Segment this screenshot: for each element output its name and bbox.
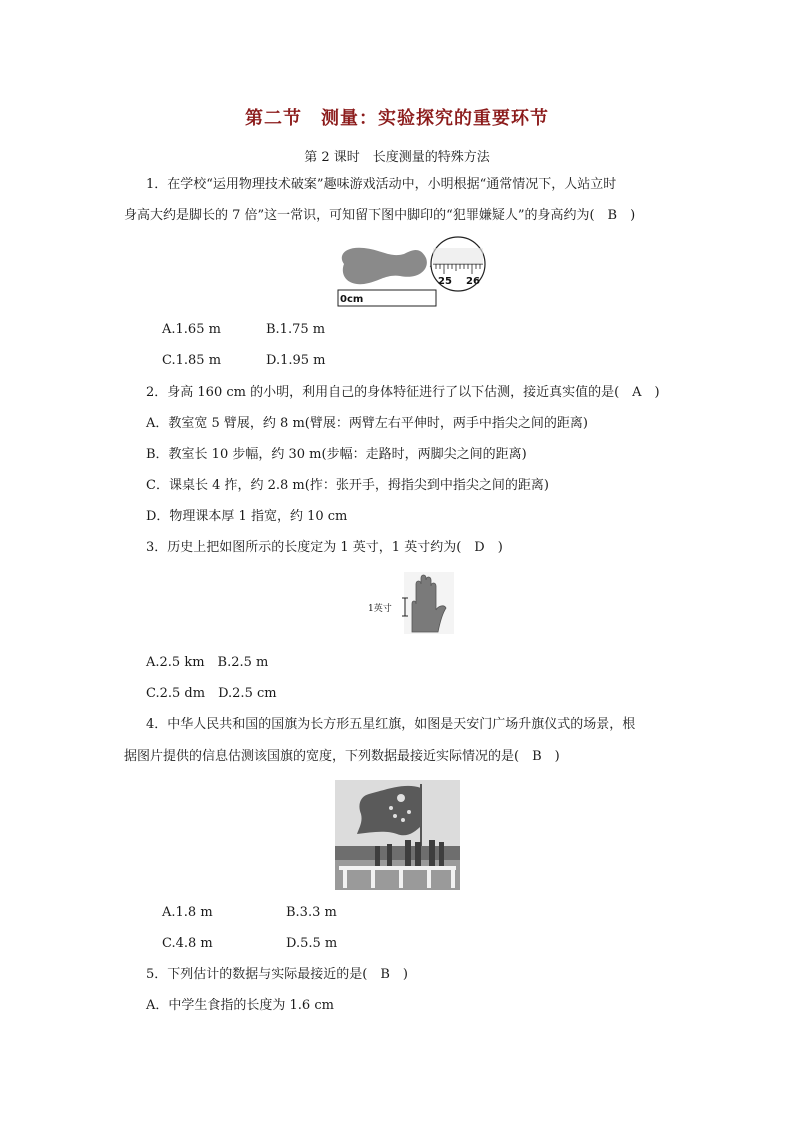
q2-option-a: A．教室宽 5 臂展，约 8 m(臂展：两臂左右平伸时，两手中指尖之间的距离) xyxy=(146,416,588,431)
inch-hand-figure xyxy=(368,570,458,636)
zoom-label-25: 25 xyxy=(438,276,452,287)
q3-stem: 3．历史上把如图所示的长度定为 1 英寸，1 英寸约为( D ) xyxy=(146,540,503,555)
q2-option-c: C．课桌长 4 拃，约 2.8 m(拃：张开手，拇指尖到中指尖之间的距离) xyxy=(146,478,549,493)
q5-option-a: A．中学生食指的长度为 1.6 cm xyxy=(146,998,334,1013)
flag-raising-photo xyxy=(335,780,460,890)
q2-stem: 2．身高 160 cm 的小明，利用自己的身体特征进行了以下估测，接近真实值的是( A ) xyxy=(146,385,660,400)
lesson-subtitle: 第 2 课时 长度测量的特殊方法 xyxy=(304,150,490,165)
q4-stem-line-1: 4．中华人民共和国的国旗为长方形五星红旗，如图是天安门广场升旗仪式的场景，根 xyxy=(146,717,636,732)
q2-option-d: D．物理课本厚 1 指宽，约 10 cm xyxy=(146,509,348,524)
q2-option-b: B．教室长 10 步幅，约 30 m(步幅：走路时，两脚尖之间的距离) xyxy=(146,447,527,462)
q4-option-d: D.5.5 m xyxy=(286,936,338,951)
zoom-foot-edge xyxy=(433,248,483,264)
q1-option-b: B.1.75 m xyxy=(266,322,326,337)
q1-option-a: A.1.65 m xyxy=(162,322,221,337)
page-title: 第二节 测量：实验探究的重要环节 xyxy=(245,108,549,129)
inch-label: 1英寸 xyxy=(368,604,392,614)
q4-option-a: A.1.8 m xyxy=(162,905,213,920)
q3-options-ab: A.2.5 km B.2.5 m xyxy=(146,655,269,670)
footprint-shape xyxy=(342,248,427,284)
q1-option-d: D.1.95 m xyxy=(266,353,326,368)
zoom-label-26: 26 xyxy=(466,276,480,287)
q1-stem-line-1: 1．在学校“运用物理技术破案”趣味游戏活动中，小明根据“通常情况下，人站立时 xyxy=(146,177,617,192)
footprint-ruler-figure xyxy=(334,236,492,308)
q4-option-b: B.3.3 m xyxy=(286,905,337,920)
q5-stem: 5．下列估计的数据与实际最接近的是( B ) xyxy=(146,967,408,982)
ruler-zero-label: 0cm xyxy=(340,294,364,305)
q1-stem-line-2: 身高大约是脚长的 7 倍”这一常识，可知留下图中脚印的“犯罪嫌疑人”的身高约为( B ) xyxy=(124,208,636,223)
q4-option-c: C.4.8 m xyxy=(162,936,213,951)
q3-options-cd: C.2.5 dm D.2.5 cm xyxy=(146,686,277,701)
q1-option-c: C.1.85 m xyxy=(162,353,222,368)
q4-stem-line-2: 据图片提供的信息估测该国旗的宽度，下列数据最接近实际情况的是( B ) xyxy=(124,749,560,764)
